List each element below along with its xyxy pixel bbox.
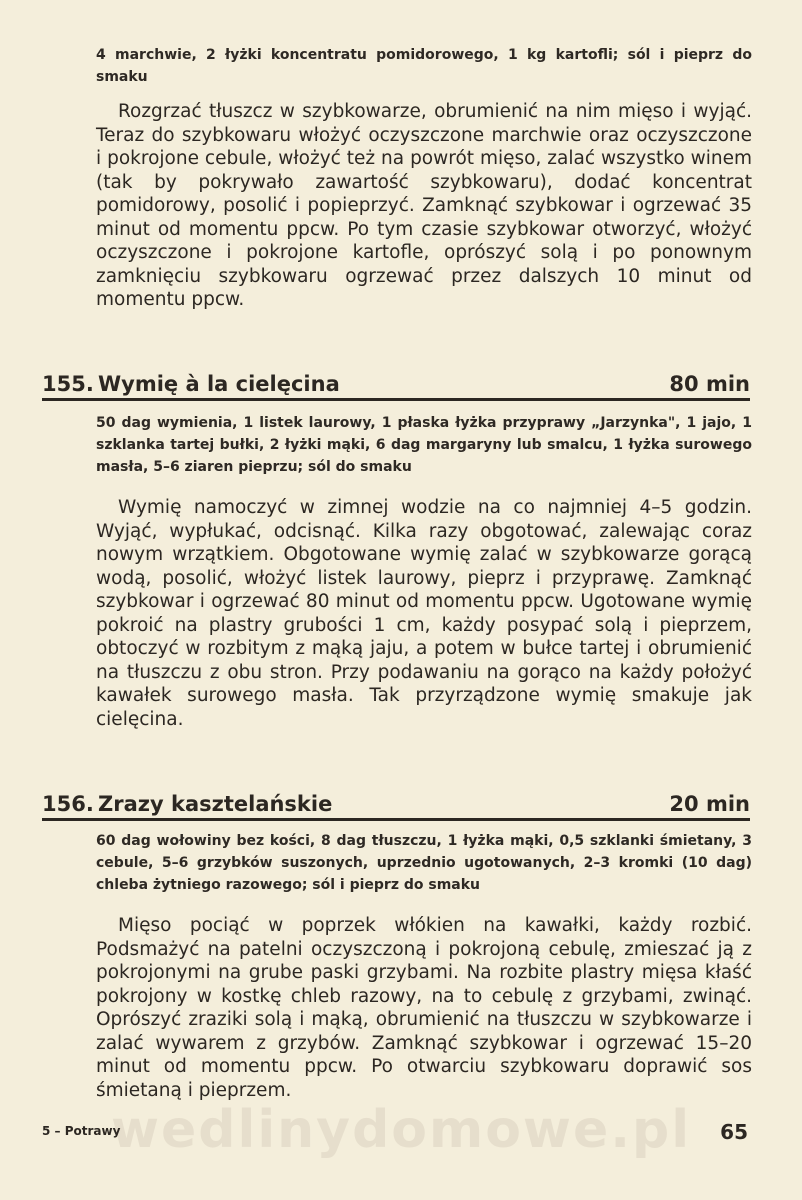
- top-instructions-text: Rozgrzać tłuszcz w szybkowarze, obrumienić na nim mięso i wyjąć. Teraz do szybkowaru włożyć oczyszczone marchwie oraz oczyszczone i pokrojone cebule, włożyć też na powrót mięso, zalać wszystko winem (tak by pokrywało zawartość szybkowaru), dodać koncentrat pomidorowy, posolić i popieprzyć. Zamknąć szybkowar i ogrzewać 35 minut od momentu ppcw. Po tym czasie szybkowar otworzyć, włożyć oczyszczone i pokrojone kartofle, oprószyć solą i po ponownym zamknięciu szybkowaru ogrzewać przez dalszych 10 minut od momentu ppcw.: [96, 101, 752, 310]
- recipe-155-ingredients: 50 dag wymienia, 1 listek laurowy, 1 płaska łyżka przyprawy „Jarzynka", 1 jajo, 1 szklanka tartej bułki, 2 łyżki mąki, 6 dag margaryny lub smalcu, 1 łyżka surowego masła, 5–6 ziaren pieprzu; sól do smaku: [96, 415, 752, 475]
- top-ingredients: 4 marchwie, 2 łyżki koncentratu pomidorowego, 1 kg kartofli; sól i pieprz do smaku: [96, 47, 752, 85]
- recipe-156-instructions: [96, 914, 752, 1102]
- top-instructions: [96, 100, 752, 312]
- recipe-156-title: Zrazy kasztelańskie: [98, 792, 333, 816]
- recipe-155-instructions-text: Wymię namoczyć w zimnej wodzie na co najmniej 4–5 godzin. Wyjąć, wypłukać, odcisnąć. Kilka razy obgotować, zalewając coraz nowym wrzątkiem. Obgotowane wymię zalać w szybkowarze gorącą wodą, posolić, włożyć listek laurowy, pieprz i przyprawę. Zamknąć szybkowar i ogrzewać 80 minut od momentu ppcw. Ugotowane wymię pokroić na plastry grubości 1 cm, każdy posypać solą i pieprzem, obtoczyć w rozbitym z mąką jaju, a potem w bułce tartej i obrumienić na tłuszczu z obu stron. Przy podawaniu na gorąco na każdy położyć kawałek surowego masła. Tak przyrządzone wymię smakuje jak cielęcina.: [96, 497, 752, 730]
- recipe-156-ingredients: 60 dag wołowiny bez kości, 8 dag tłuszczu, 1 łyżka mąki, 0,5 szklanki śmietany, 3 cebule, 5–6 grzybków suszonych, uprzednio ugotowanych, 2–3 kromki (10 dag) chleba żytniego razowego; sól i pieprz do smaku: [96, 833, 752, 893]
- recipe-156-time: 20 min: [669, 792, 750, 816]
- recipe-156-heading: [42, 786, 750, 821]
- recipe-155-time: 80 min: [669, 372, 750, 396]
- recipe-156-number: 156.: [42, 792, 94, 816]
- recipe-155-number: 155.: [42, 372, 94, 396]
- recipe-155-heading: [42, 366, 750, 401]
- recipe-155-instructions: [96, 496, 752, 731]
- recipe-156-instructions-text: Mięso pociąć w poprzek włókien na kawałki, każdy rozbić. Podsmażyć na patelni oczyszczoną i pokrojoną cebulę, zmieszać ją z pokrojonymi na grube paski grzybami. Na rozbite plastry mięsa kłaść pokrojony w kostkę chleb razowy, na to cebulę z grzybami, zwinąć. Oprószyć zraziki solą i mąką, obrumienić na tłuszczu w szybkowarze i zalać wywarem z grzybów. Zamknąć szybkowar i ogrzewać 15–20 minut od momentu ppcw. Po otwarciu szybkowaru doprawić sos śmietaną i pieprzem.: [96, 915, 752, 1101]
- footer-signature: 5 – Potrawy: [42, 1124, 121, 1138]
- watermark: wedlinydomowe.pl: [110, 1100, 692, 1160]
- recipe-155-title: Wymię à la cielęcina: [98, 372, 340, 396]
- page-number: 65: [720, 1120, 748, 1144]
